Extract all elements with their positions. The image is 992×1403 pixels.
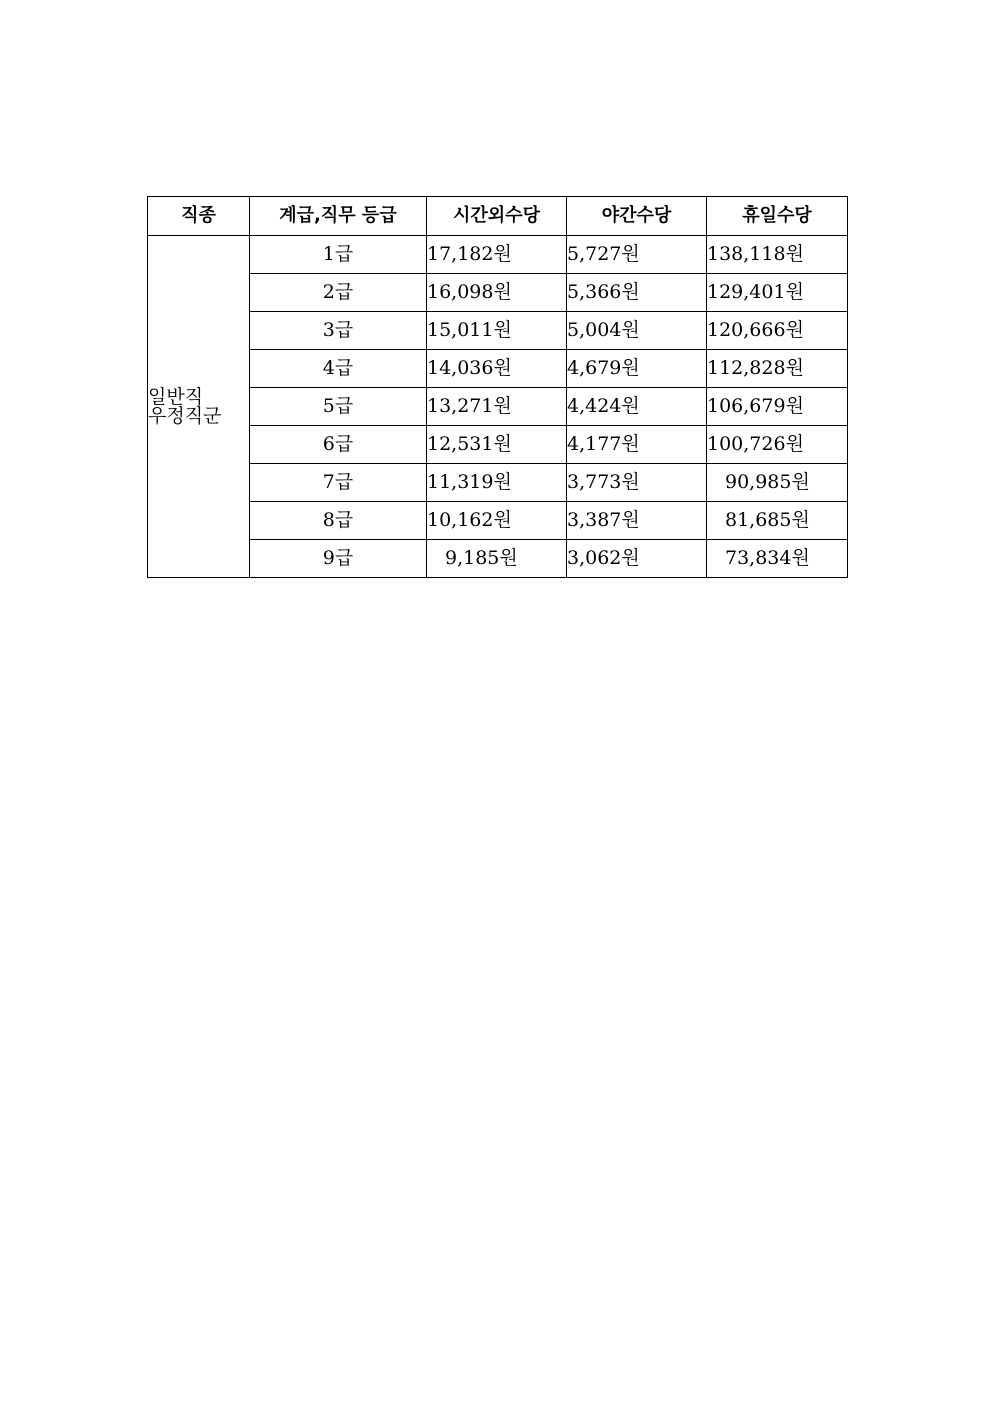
allowance-table	[147, 196, 848, 578]
header-job: 직종	[148, 197, 250, 236]
night-cell: 3,773원	[567, 464, 707, 502]
night-cell: 4,177원	[567, 426, 707, 464]
table-row	[148, 312, 848, 350]
header-night: 야간수당	[567, 197, 707, 236]
night-cell: 3,387원	[567, 502, 707, 540]
overtime-cell: 14,036원	[427, 350, 567, 388]
grade-cell: 6급	[250, 426, 427, 464]
grade-cell: 7급	[250, 464, 427, 502]
table-row	[148, 350, 848, 388]
job-type-cell	[148, 236, 250, 578]
table-header-row	[148, 197, 848, 236]
header-grade: 계급,직무 등급	[250, 197, 427, 236]
table-row	[148, 540, 848, 578]
holiday-cell: 81,685원	[707, 502, 848, 540]
header-overtime: 시간외수당	[427, 197, 567, 236]
overtime-cell: 16,098원	[427, 274, 567, 312]
grade-cell: 1급	[250, 236, 427, 274]
holiday-cell: 90,985원	[707, 464, 848, 502]
night-cell: 5,366원	[567, 274, 707, 312]
holiday-cell: 73,834원	[707, 540, 848, 578]
overtime-cell: 15,011원	[427, 312, 567, 350]
holiday-cell: 112,828원	[707, 350, 848, 388]
table-row	[148, 426, 848, 464]
table-row	[148, 274, 848, 312]
overtime-cell: 11,319원	[427, 464, 567, 502]
job-type-line2: 우정직군	[148, 404, 222, 427]
grade-cell: 4급	[250, 350, 427, 388]
job-type-line1: 일반직	[148, 385, 204, 408]
grade-cell: 3급	[250, 312, 427, 350]
table-row	[148, 236, 848, 274]
night-cell: 5,004원	[567, 312, 707, 350]
grade-cell: 8급	[250, 502, 427, 540]
holiday-cell: 106,679원	[707, 388, 848, 426]
overtime-cell: 12,531원	[427, 426, 567, 464]
grade-cell: 5급	[250, 388, 427, 426]
night-cell: 4,424원	[567, 388, 707, 426]
night-cell: 4,679원	[567, 350, 707, 388]
table-row	[148, 388, 848, 426]
overtime-cell: 13,271원	[427, 388, 567, 426]
header-holiday: 휴일수당	[707, 197, 848, 236]
overtime-cell: 9,185원	[427, 540, 567, 578]
night-cell: 3,062원	[567, 540, 707, 578]
holiday-cell: 120,666원	[707, 312, 848, 350]
table-row	[148, 464, 848, 502]
night-cell: 5,727원	[567, 236, 707, 274]
table-row	[148, 502, 848, 540]
grade-cell: 9급	[250, 540, 427, 578]
overtime-cell: 10,162원	[427, 502, 567, 540]
overtime-cell: 17,182원	[427, 236, 567, 274]
holiday-cell: 138,118원	[707, 236, 848, 274]
holiday-cell: 100,726원	[707, 426, 848, 464]
grade-cell: 2급	[250, 274, 427, 312]
holiday-cell: 129,401원	[707, 274, 848, 312]
